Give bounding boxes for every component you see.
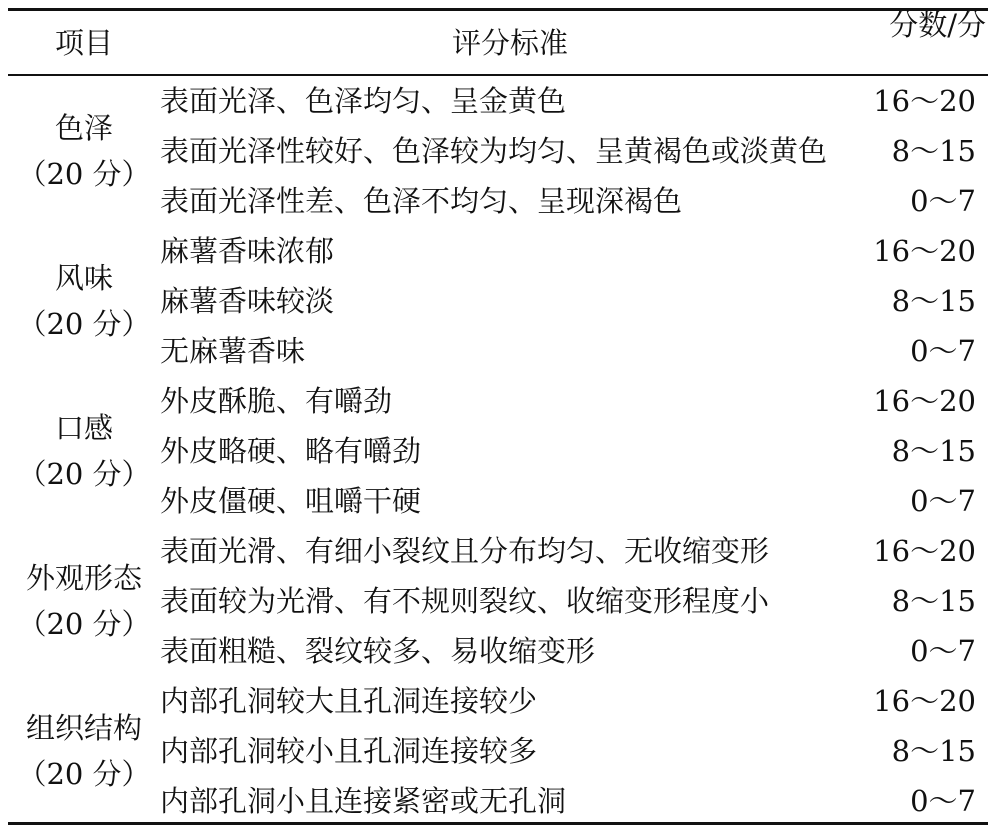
group-label [8,376,160,526]
score-range: 0～7 [910,184,976,218]
score-range: 8～15 [891,134,976,168]
criterion-text: 表面光滑、有细小裂纹且分布均匀、无收缩变形 [160,534,770,568]
criterion-text: 内部孔洞较大且孔洞连接较少 [160,684,538,718]
criterion-text: 表面光泽、色泽均匀、呈金黄色 [160,84,567,118]
group-name: 外观形态 [25,561,142,595]
criterion-text: 内部孔洞小且连接紧密或无孔洞 [160,784,567,818]
group-points: （20 分） [17,457,151,491]
score-range: 0～7 [910,484,976,518]
group-points: （20 分） [17,607,151,641]
header-criteria: 评分标准 [451,26,568,60]
table-row [160,676,986,726]
table-row [160,326,986,376]
score-range: 8～15 [891,584,976,618]
score-range: 0～7 [910,634,976,668]
table-top-rule [8,8,988,11]
criterion-text: 外皮酥脆、有嚼劲 [160,384,393,418]
header-item: 项目 [54,26,113,60]
table-row [160,276,986,326]
group-name: 口感 [54,411,113,445]
criterion-text: 外皮略硬、略有嚼劲 [160,434,422,468]
criterion-text: 表面光泽性差、色泽不均匀、呈现深褐色 [160,184,683,218]
table-row [160,76,986,126]
group-name: 风味 [54,261,113,295]
criterion-text: 麻薯香味较淡 [160,284,335,318]
criterion-text: 外皮僵硬、咀嚼干硬 [160,484,422,518]
table-row [160,526,986,576]
table-row [160,226,986,276]
header-score: 分数/分 [889,8,986,42]
group-name: 组织结构 [25,711,142,745]
table-row [160,576,986,626]
score-range: 16～20 [873,234,976,268]
score-range: 16～20 [873,84,976,118]
score-range: 16～20 [873,684,976,718]
group-points: （20 分） [17,307,151,341]
score-range: 16～20 [873,384,976,418]
criterion-text: 表面粗糙、裂纹较多、易收缩变形 [160,634,596,668]
score-range: 0～7 [910,784,976,818]
table-row [160,126,986,176]
table-row [160,726,986,776]
score-range: 0～7 [910,334,976,368]
table-row [160,476,986,526]
criterion-text: 表面较为光滑、有不规则裂纹、收缩变形程度小 [160,584,770,618]
criterion-text: 麻薯香味浓郁 [160,234,335,268]
group-name: 色泽 [54,111,113,145]
group-label [8,676,160,826]
score-range: 8～15 [891,734,976,768]
table-row [160,626,986,676]
group-label [8,526,160,676]
group-label [8,76,160,226]
criterion-text: 无麻薯香味 [160,334,306,368]
group-label [8,226,160,376]
score-range: 16～20 [873,534,976,568]
group-points: （20 分） [17,757,151,791]
group-points: （20 分） [17,157,151,191]
table-row [160,176,986,226]
criterion-text: 内部孔洞较小且孔洞连接较多 [160,734,538,768]
table-row [160,776,986,826]
score-range: 8～15 [891,284,976,318]
score-range: 8～15 [891,434,976,468]
criterion-text: 表面光泽性较好、色泽较为均匀、呈黄褐色或淡黄色 [160,134,828,168]
table-row [160,426,986,476]
table-row [160,376,986,426]
